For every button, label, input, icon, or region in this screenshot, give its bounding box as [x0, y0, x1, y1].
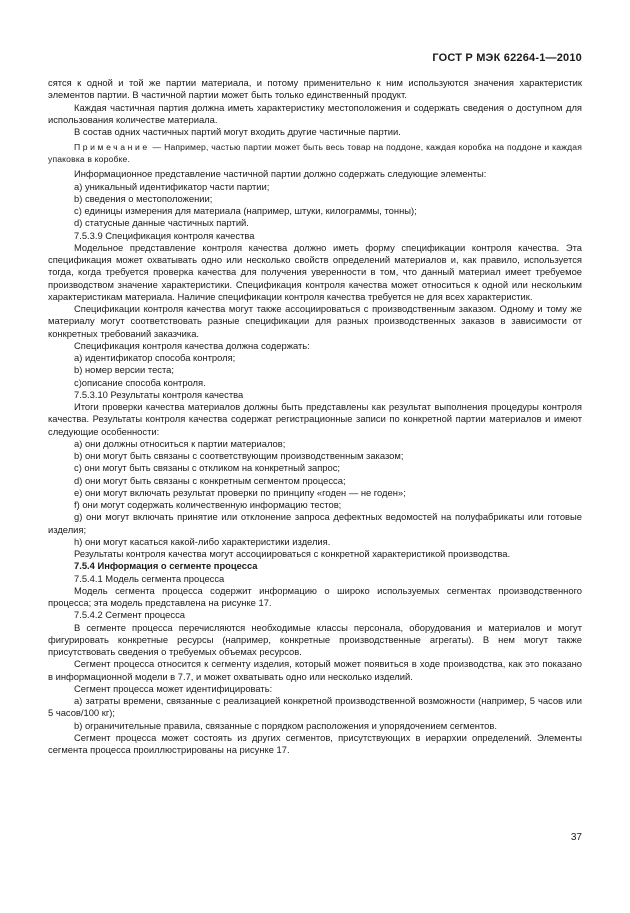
section-heading: 7.5.3.9 Спецификация контроля качества	[74, 229, 255, 241]
document-header: ГОСТ Р МЭК 62264-1—2010	[432, 52, 582, 64]
list-item: a) идентификатор способа контроля;	[74, 352, 236, 363]
list-item: b) ограничительные правила, связанные с порядком расположения и упорядочением сегментов.	[74, 719, 497, 731]
list-item: c) они могут быть связаны с откликом на конкретный запрос;	[74, 462, 341, 474]
section-heading: 7.5.4 Информация о сегменте процесса	[74, 560, 258, 572]
list-item: f) они могут содержать количественную информацию тестов;	[74, 499, 342, 510]
paragraph: Спецификация контроля качества должна содержать:	[74, 339, 310, 351]
paragraph: Модель сегмента процесса содержит информацию о широко используемых сегментах производственного процесса; эта модель представлена на рисунке 17.	[48, 584, 582, 608]
paragraph: В состав одних частичных партий могут входить другие частичные партии.	[74, 126, 401, 137]
note	[48, 142, 582, 165]
paragraph: Сегмент процесса относится к сегменту изделия, который может появиться в ходе производства, как это показано в информационной модели в 7.7, и может охватывать одно или несколько изделий.	[48, 658, 582, 682]
section-heading: 7.5.4.1 Модель сегмента процесса	[74, 572, 225, 584]
list-item: e) они могут включать результат проверки по принципу «годен — не годен»;	[74, 486, 406, 498]
list-item: d) статусные данные частичных партий.	[74, 217, 249, 229]
list-item: a) уникальный идентификатор части партии;	[74, 180, 270, 192]
paragraph: В сегменте процесса перечисляются необходимые классы персонала, оборудования и материалов и могут фигурировать конкретные ресурсы (например, конкретные производственные агрегаты). В нем могут также присутствовать сведения о требуемых объемах ресурсов.	[48, 621, 582, 657]
list-item: a) они должны относиться к партии материалов;	[74, 437, 286, 449]
list-item: c) единицы измерения для материала (например, штуки, килограммы, тонны);	[74, 205, 417, 216]
list-item: b) они могут быть связаны с соответствующим производственным заказом;	[74, 450, 404, 461]
note-label: Примечание	[74, 142, 150, 153]
list-item: g) они могут включать принятие или отклонение запроса дефектных ведомостей на полуфабрикаты или готовые изделия;	[48, 511, 582, 535]
page-body	[48, 77, 582, 756]
list-item: a) затраты времени, связанные с реализацией конкретной производственной возможности (например, 5 часов или 5 часов/100 кг);	[48, 695, 582, 719]
paragraph: Спецификации контроля качества могут также ассоциироваться с производственным заказом. Одному и тому же материалу могут соответствовать разные спецификации для разных производственных заказов в зависимости от конкретных требований заказчика.	[48, 303, 582, 339]
paragraph: Итоги проверки качества материалов должны быть представлены как результат выполнения процедуры контроля качества. Результаты контроля качества содержат регистрационные записи по конкретной партии материалов и имеют следующие особенности:	[48, 401, 582, 437]
note-text: — Например, частью партии может быть весь товар на поддоне, каждая коробка на поддоне и каждая упаковка в коробке.	[48, 142, 582, 164]
paragraph: Результаты контроля качества могут ассоциироваться с конкретной характеристикой производства.	[74, 548, 511, 559]
paragraph: Каждая частичная партия должна иметь характеристику местоположения и содержать сведения о доступном для использования количестве материала.	[48, 101, 582, 125]
paragraph: Информационное представление частичной партии должно содержать следующие элементы:	[74, 168, 487, 180]
paragraph: Сегмент процесса может идентифицировать:	[74, 682, 273, 694]
list-item: d) они могут быть связаны с конкретным сегментом процесса;	[74, 474, 346, 486]
paragraph: сятся к одной и той же партии материала, и потому применительно к ним используются значения характеристик элементов партии. В частичной партии может быть только единственный продукт.	[48, 77, 582, 101]
list-item: b) номер версии теста;	[74, 364, 174, 376]
list-item: h) они могут касаться какой-либо характеристики изделия.	[74, 535, 331, 547]
paragraph: Модельное представление контроля качества должно иметь форму спецификации контроля качества. Эта спецификация может охватывать одно или несколько свойств определений материалов и, как правило, используется тогда, когда требуется проверка качества для получения уверенности в том, что данный материал имеет требуемое производством значение характеристики. Спецификация контроля качества может относиться к одной или нескольким характеристикам материала. Наличие спецификации контроля качества требуется не для всех характеристик.	[48, 241, 582, 302]
page-number: 37	[570, 832, 582, 843]
list-item: b) сведения о местоположении;	[74, 192, 213, 204]
list-item: c)описание способа контроля.	[74, 376, 206, 388]
section-heading: 7.5.3.10 Результаты контроля качества	[74, 388, 244, 400]
paragraph: Сегмент процесса может состоять из других сегментов, присутствующих в иерархии определений. Элементы сегмента процесса проиллюстрированы на рисунке 17.	[48, 731, 582, 755]
section-heading: 7.5.4.2 Сегмент процесса	[74, 609, 185, 621]
